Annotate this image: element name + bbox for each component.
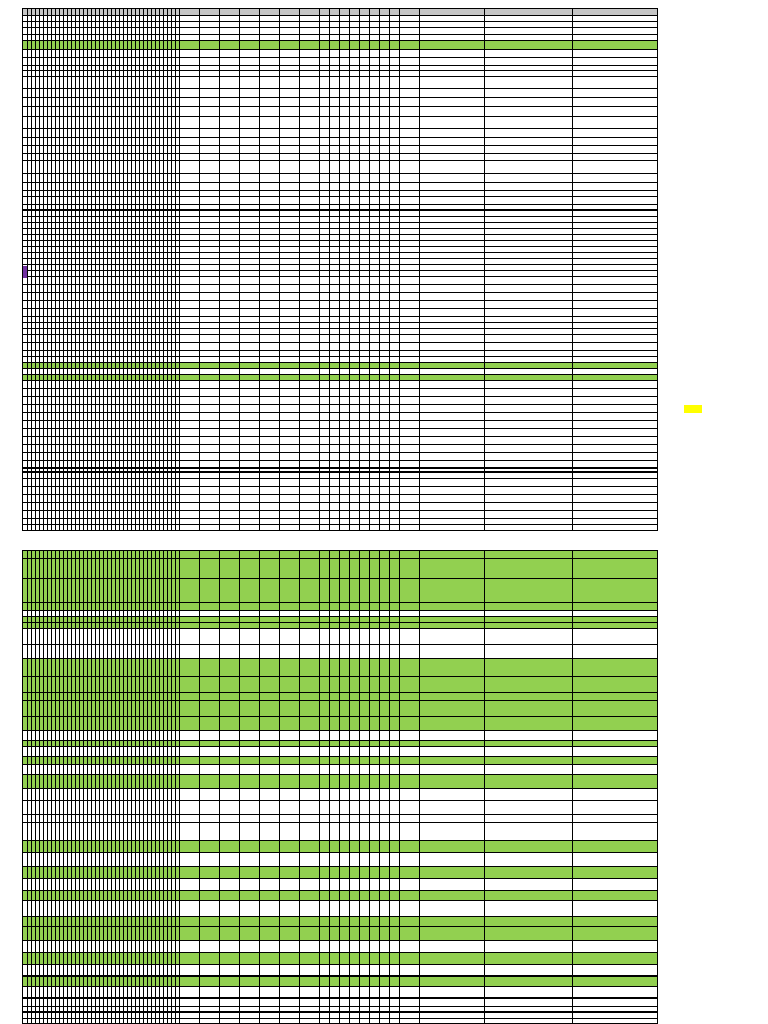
table-row [23, 98, 657, 107]
spreadsheet-bottom [22, 550, 658, 1024]
table-row [23, 58, 657, 66]
table-row [23, 717, 657, 731]
table-row [23, 965, 657, 977]
table-row [23, 183, 657, 191]
table-row [23, 77, 657, 89]
table-row [23, 479, 657, 487]
table-row [23, 823, 657, 841]
table-row [23, 525, 657, 531]
table-row [23, 389, 657, 397]
table-row [23, 747, 657, 757]
table-row [23, 495, 657, 503]
table-row [23, 277, 657, 285]
table-row [23, 445, 657, 453]
table-row [23, 757, 657, 765]
table-row [23, 693, 657, 701]
table-row [23, 335, 657, 343]
table-row [23, 41, 657, 50]
highlighted-note-cell [684, 405, 702, 413]
table-row [23, 453, 657, 461]
table-row [23, 867, 657, 879]
table-row [23, 917, 657, 927]
table-row [23, 987, 657, 999]
table-row [23, 853, 657, 867]
table-row [23, 138, 657, 146]
table-row [23, 775, 657, 789]
table-row [23, 107, 657, 117]
table-row [23, 559, 657, 579]
table-row [23, 487, 657, 495]
table-row [23, 437, 657, 445]
table-row [23, 603, 657, 611]
table-row [23, 701, 657, 717]
table-row [23, 285, 657, 293]
table-row [23, 879, 657, 891]
table-row [23, 841, 657, 853]
table-row [23, 999, 657, 1007]
table-row [23, 397, 657, 405]
table-row [23, 154, 657, 161]
table-row [23, 953, 657, 965]
table-row [23, 901, 657, 917]
row-marker [23, 266, 27, 278]
table-row [23, 503, 657, 511]
table-row [23, 413, 657, 421]
table-row [23, 579, 657, 603]
table-row [23, 146, 657, 154]
table-row [23, 815, 657, 823]
table-row [23, 117, 657, 129]
rows-bottom [23, 551, 657, 1023]
table-row [23, 461, 657, 469]
table-row [23, 551, 657, 559]
table-row [23, 301, 657, 309]
table-row [23, 161, 657, 174]
table-row [23, 174, 657, 183]
table-row [23, 89, 657, 98]
spreadsheet-top [22, 8, 658, 531]
table-row [23, 645, 657, 659]
table-row [23, 977, 657, 987]
table-row [23, 309, 657, 317]
table-row [23, 789, 657, 801]
table-row [23, 9, 657, 16]
table-row [23, 28, 657, 35]
table-row [23, 50, 657, 58]
table-row [23, 765, 657, 775]
table-row [23, 405, 657, 413]
table-row [23, 197, 657, 205]
table-row [23, 381, 657, 389]
table-row [23, 941, 657, 953]
table-row [23, 659, 657, 677]
table-row [23, 927, 657, 941]
table-row [23, 129, 657, 138]
table-row [23, 891, 657, 901]
table-row [23, 629, 657, 645]
rows-top [23, 9, 657, 530]
table-row [23, 511, 657, 519]
table-row [23, 293, 657, 301]
table-row [23, 429, 657, 437]
table-row [23, 421, 657, 429]
table-row [23, 731, 657, 741]
table-row [23, 1019, 657, 1024]
table-row [23, 801, 657, 815]
table-row [23, 343, 657, 351]
table-row [23, 677, 657, 693]
